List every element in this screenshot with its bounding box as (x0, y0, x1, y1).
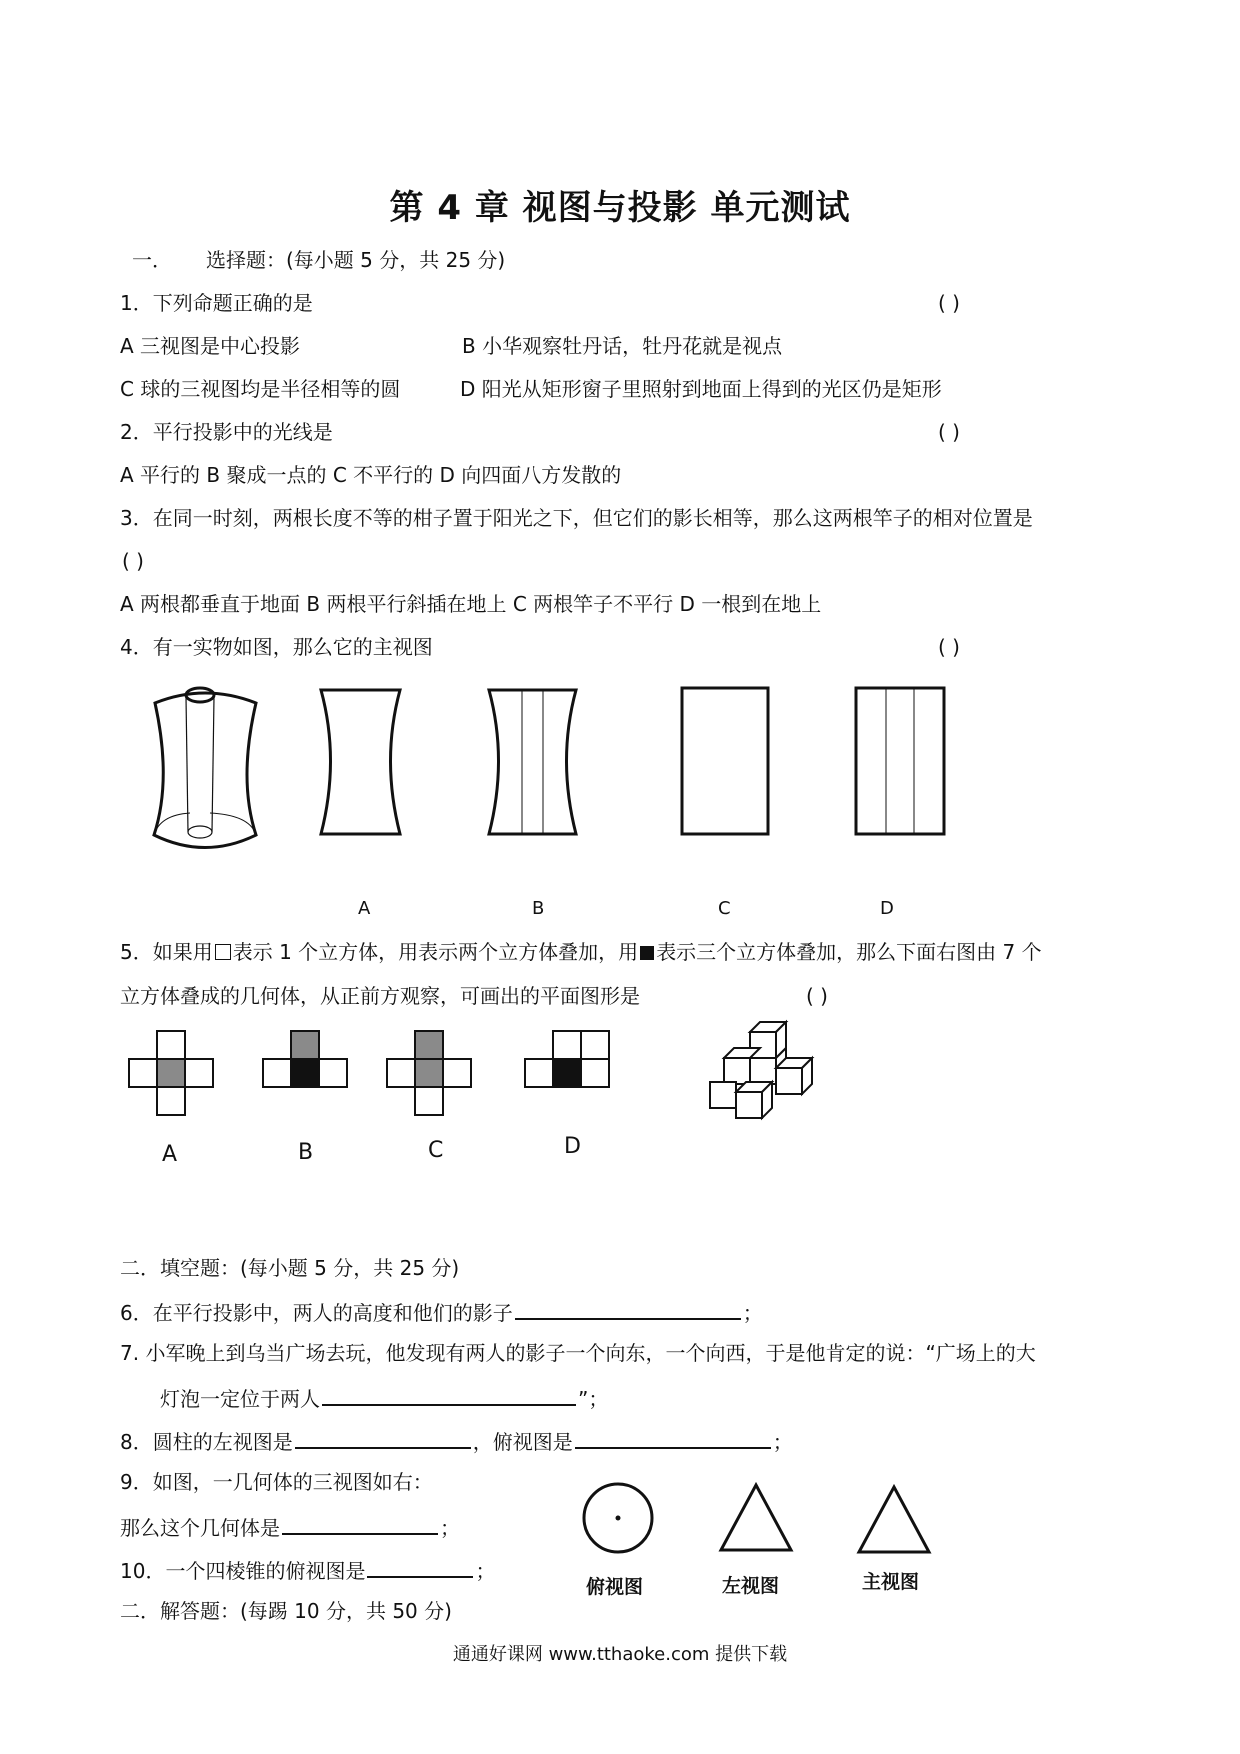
q10-line (120, 1556, 495, 1583)
q5-stem-mid1: 表示 1 个立方体，用表示两个立方体叠加，用 (232, 940, 639, 964)
q8-text-a: 8．圆柱的左视图是 (120, 1430, 293, 1454)
q8-end: ； (772, 1430, 793, 1454)
q9-end: ； (440, 1516, 460, 1540)
q4-option-a-figure (318, 688, 408, 838)
q5-label-c: C (428, 1138, 444, 1163)
front-view-label: 主视图 (862, 1571, 920, 1593)
q5-label-a: A (162, 1142, 178, 1167)
section3-heading: 二．解答题：(每踢 10 分，共 50 分) (120, 1599, 452, 1623)
q7-end: ”； (578, 1387, 609, 1411)
q6-answer-blank[interactable] (515, 1298, 741, 1320)
q4-stem: 4．有一实物如图，那么它的主视图 (120, 635, 433, 659)
q4-label-c: C (718, 898, 731, 919)
q9-text: 那么这个几何体是 (120, 1516, 280, 1540)
q5-label-d: D (564, 1134, 581, 1159)
section2-heading: 二．填空题：(每小题 5 分，共 25 分) (120, 1256, 460, 1280)
top-view-circle-figure (582, 1482, 656, 1556)
q1-option-d: D 阳光从矩形窗子里照射到地面上得到的光区仍是矩形 (460, 377, 942, 401)
q9-answer-blank[interactable] (282, 1513, 438, 1535)
q7-answer-blank[interactable] (322, 1384, 576, 1406)
q5-option-a-figure (128, 1030, 218, 1120)
q4-option-d-figure (854, 686, 948, 838)
q5-stem-pre: 5．如果用 (120, 940, 213, 964)
q5-answer-paren: ( ) (806, 984, 828, 1008)
q8-line (120, 1427, 793, 1454)
section1-heading: 选择题：(每小题 5 分，共 25 分) (206, 248, 506, 272)
left-view-label: 左视图 (722, 1575, 780, 1597)
q2-stem: 2．平行投影中的光线是 (120, 420, 333, 444)
q5-option-b-figure (262, 1030, 352, 1092)
q4-label-a: A (358, 898, 371, 919)
q5-option-d-figure (524, 1030, 614, 1092)
section1-number: 一． (132, 248, 172, 272)
q1-option-c: C 球的三视图均是半径相等的圆 (120, 377, 401, 401)
q6-line (120, 1298, 763, 1325)
q1-stem: 1．下列命题正确的是 (120, 291, 313, 315)
q2-options: A 平行的 B 聚成一点的 C 不平行的 D 向四面八方发散的 (120, 463, 622, 487)
q9-line1: 9．如图，一几何体的三视图如右： (120, 1470, 433, 1494)
q3-stem: 3．在同一时刻，两根长度不等的柑子置于阳光之下，但它们的影长相等，那么这两根竿子的相对位置是 (120, 506, 1033, 530)
page-footer: 通通好课网 www.tthaoke.com 提供下载 (452, 1644, 788, 1665)
q10-answer-blank[interactable] (367, 1556, 473, 1578)
q5-stacked-cubes-figure (708, 1020, 828, 1120)
q4-label-b: B (532, 898, 545, 919)
q8-answer-blank-2[interactable] (575, 1427, 771, 1449)
q10-text: 10．一个四棱锥的俯视图是 (120, 1559, 366, 1583)
filled-square-icon (640, 946, 654, 960)
left-view-triangle-figure (718, 1482, 794, 1554)
q10-end: ； (475, 1559, 496, 1583)
q5-stem-mid2: 表示三个立方体叠加，那么下面右图由 7 个 (656, 940, 1042, 964)
q2-answer-paren: ( ) (938, 420, 960, 444)
q6-end: ； (742, 1301, 763, 1325)
q5-stem-line2: 立方体叠成的几何体，从正前方观察，可画出的平面图形是 (120, 984, 640, 1008)
q4-option-b-figure (486, 688, 580, 838)
q6-text: 6．在平行投影中，两人的高度和他们的影子 (120, 1301, 513, 1325)
q4-answer-paren: ( ) (938, 635, 960, 659)
outline-square-icon (215, 944, 231, 960)
q1-option-a: A 三视图是中心投影 (120, 334, 301, 358)
q5-label-b: B (298, 1140, 314, 1165)
q4-object-3d-figure (150, 675, 260, 855)
q5-stem-line1 (120, 940, 1042, 964)
top-view-label: 俯视图 (586, 1576, 644, 1598)
q3-options: A 两根都垂直于地面 B 两根平行斜插在地上 C 两根竿子不平行 D 一根到在地上 (120, 592, 822, 616)
q4-option-c-figure (680, 686, 772, 838)
q7-line1: 7. 小军晚上到乌当广场去玩，他发现有两人的影子一个向东，一个向西，于是他肯定的说：“广场上的大 (120, 1341, 1036, 1365)
q3-answer-paren: ( ) (122, 549, 144, 573)
q7-text: 灯泡一定位于两人 (160, 1387, 320, 1411)
q1-option-b: B 小华观察牡丹话，牡丹花就是视点 (462, 334, 783, 358)
q8-answer-blank-1[interactable] (295, 1427, 471, 1449)
page-title: 第 4 章 视图与投影 单元测试 (389, 188, 851, 228)
q4-label-d: D (880, 898, 894, 919)
q7-line2 (160, 1384, 608, 1411)
q8-text-b: ，俯视图是 (472, 1430, 573, 1454)
q5-option-c-figure (386, 1030, 476, 1120)
q1-answer-paren: ( ) (938, 291, 960, 315)
front-view-triangle-figure (856, 1484, 932, 1556)
q9-line2 (120, 1513, 460, 1540)
